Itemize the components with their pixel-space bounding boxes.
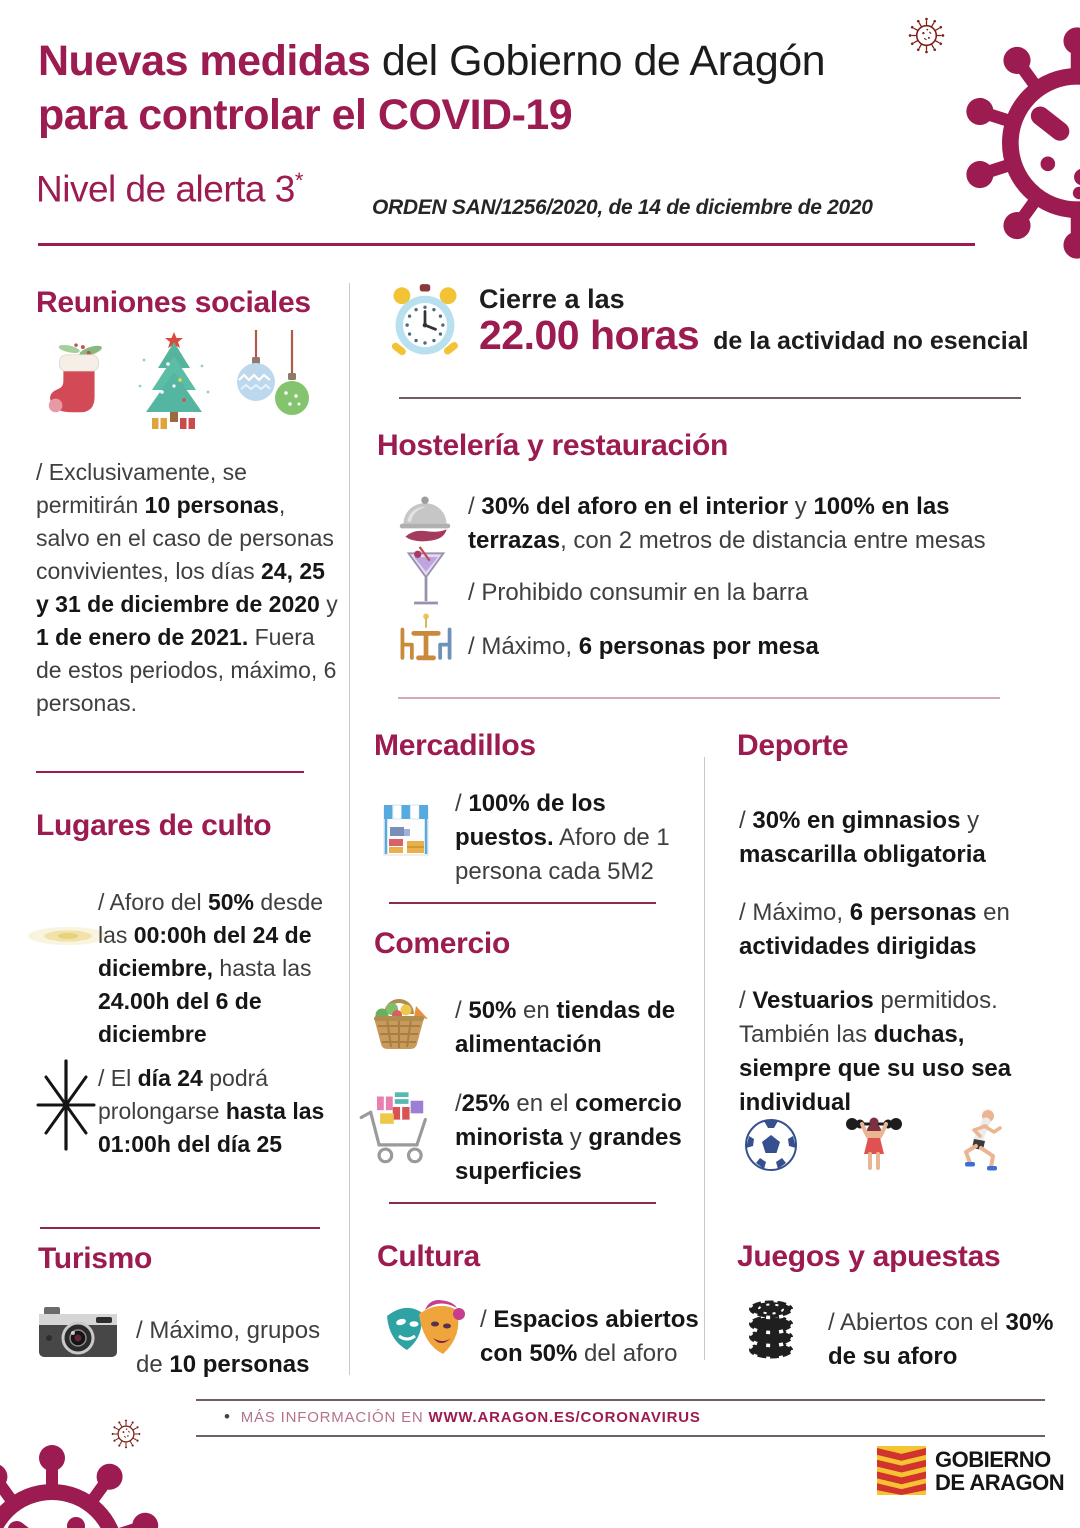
footer-info-label: MÁS INFORMACIÓN EN xyxy=(240,1409,429,1426)
poker-chips-icon xyxy=(745,1296,797,1362)
culto-item-aforo: / Aforo del 50% desde las 00:00h del 24 de diciembre, hasta las 24.00h del 6 de diciembre xyxy=(98,889,324,1047)
weightlifting-icon xyxy=(842,1108,906,1172)
deporte-item-gimnasios: / 30% en gimnasios y mascarilla obligatoria xyxy=(739,807,986,868)
footer-divider xyxy=(196,1399,1045,1401)
column-divider xyxy=(349,283,350,1375)
closing-time-intro: Cierre a las xyxy=(479,284,625,314)
hosteleria-item-aforo: / 30% del aforo en el interior y 100% en las terrazas, con 2 metros de distancia entre mesas xyxy=(468,493,986,554)
divider xyxy=(389,1202,656,1204)
divider xyxy=(399,397,1021,399)
alert-asterisk: * xyxy=(294,168,303,193)
order-reference: ORDEN SAN/1256/2020, de 14 de diciembre de 2020 xyxy=(372,196,873,219)
page-title: Nuevas medidas del Gobierno de Aragón para controlar el COVID-19 xyxy=(38,37,826,139)
divider xyxy=(398,697,1000,699)
column-divider xyxy=(704,757,705,1360)
closing-time-value: 22.00 horas xyxy=(479,312,700,358)
theater-masks-icon xyxy=(381,1296,471,1368)
gobierno-de-aragon-logo xyxy=(877,1446,1064,1495)
deporte-item-vestuarios: / Vestuarios permitidos. También las duchas, siempre que su uso sea individual xyxy=(739,987,1012,1116)
serving-cloche-icon xyxy=(396,490,454,548)
juegos-text: / Abiertos con el 30% de su aforo xyxy=(828,1309,1054,1370)
section-title-turismo: Turismo xyxy=(38,1242,153,1275)
running-icon xyxy=(948,1106,1006,1172)
mercadillos-text: / 100% de los puestos. Aforo de 1 persona cada 5M2 xyxy=(455,790,670,885)
closing-time-suffix: de la actividad no esencial xyxy=(713,327,1029,355)
camera-icon xyxy=(38,1303,118,1359)
christmas-icons-row xyxy=(40,322,320,434)
comercio-item-minorista: /25% en el comercio minorista y grandes superficies xyxy=(455,1090,682,1185)
table-chairs-icon xyxy=(393,612,459,666)
divider xyxy=(36,771,304,773)
coronavirus-large-icon xyxy=(952,18,1080,268)
christmas-stocking-icon xyxy=(40,338,116,434)
footer-bullet: • xyxy=(224,1407,231,1426)
soccer-ball-icon xyxy=(744,1118,798,1172)
comercio-item-alimentacion: / 50% en tiendas de alimentación xyxy=(455,997,676,1058)
coronavirus-small-icon xyxy=(903,12,950,59)
logo-line2: DE ARAGON xyxy=(935,1469,1065,1495)
coronavirus-small-icon xyxy=(107,1415,145,1453)
hosteleria-item-mesa: / Máximo, 6 personas por mesa xyxy=(468,633,819,660)
section-title-deporte: Deporte xyxy=(737,729,849,762)
culto-item-dia24: / El día 24 podrá prolongarse hasta las 01:00h del día 25 xyxy=(98,1065,325,1157)
logo-text xyxy=(935,1448,1064,1494)
footer-divider xyxy=(196,1435,1045,1437)
section-title-comercio: Comercio xyxy=(374,927,510,960)
hosteleria-item-barra: / Prohibido consumir en la barra xyxy=(468,579,809,606)
star-sparkle-icon xyxy=(28,1056,104,1154)
footer-info-url[interactable]: WWW.ARAGON.ES/CORONAVIRUS xyxy=(428,1409,701,1426)
market-stall-icon xyxy=(382,797,430,859)
closing-time-row xyxy=(479,312,1029,359)
turismo-text: / Máximo, grupos de 10 personas xyxy=(136,1317,321,1378)
shopping-cart-icon xyxy=(358,1086,438,1168)
cultura-text: / Espacios abiertos con 50% del aforo xyxy=(480,1306,699,1367)
divider xyxy=(389,902,656,904)
christmas-tree-icon xyxy=(132,330,216,434)
section-title-lugares-de-culto: Lugares de culto xyxy=(36,809,272,842)
logo-line1: GOBIERNO xyxy=(935,1446,1051,1472)
section-title-hosteleria: Hostelería y restauración xyxy=(377,429,728,462)
aragon-flag-icon xyxy=(877,1446,926,1495)
section-title-reuniones-sociales: Reuniones sociales xyxy=(36,286,311,319)
alarm-clock-icon xyxy=(383,281,467,365)
footer-info xyxy=(224,1407,701,1427)
divider xyxy=(40,1227,320,1229)
section-title-cultura: Cultura xyxy=(377,1240,480,1273)
header-divider xyxy=(38,243,975,246)
section-title-juegos-apuestas: Juegos y apuestas xyxy=(737,1240,1001,1273)
deporte-item-actividades: / Máximo, 6 personas en actividades dirigidas xyxy=(739,899,1010,960)
reuniones-sociales-text: / Exclusivamente, se permitirán 10 personas, salvo en el caso de personas convivientes, los días 24, 25 y 31 de diciembre de 2020 y 1 de enero de 2021. Fuera de estos periodos, máximo, 6 personas. xyxy=(36,459,338,716)
alert-level xyxy=(36,168,303,210)
grocery-basket-icon xyxy=(366,986,432,1050)
section-title-mercadillos: Mercadillos xyxy=(374,729,536,762)
christmas-ornaments-icon xyxy=(232,330,316,434)
coronavirus-large-icon xyxy=(0,1436,172,1528)
cocktail-icon xyxy=(404,546,448,614)
alert-level-text: Nivel de alerta 3 xyxy=(36,168,295,210)
